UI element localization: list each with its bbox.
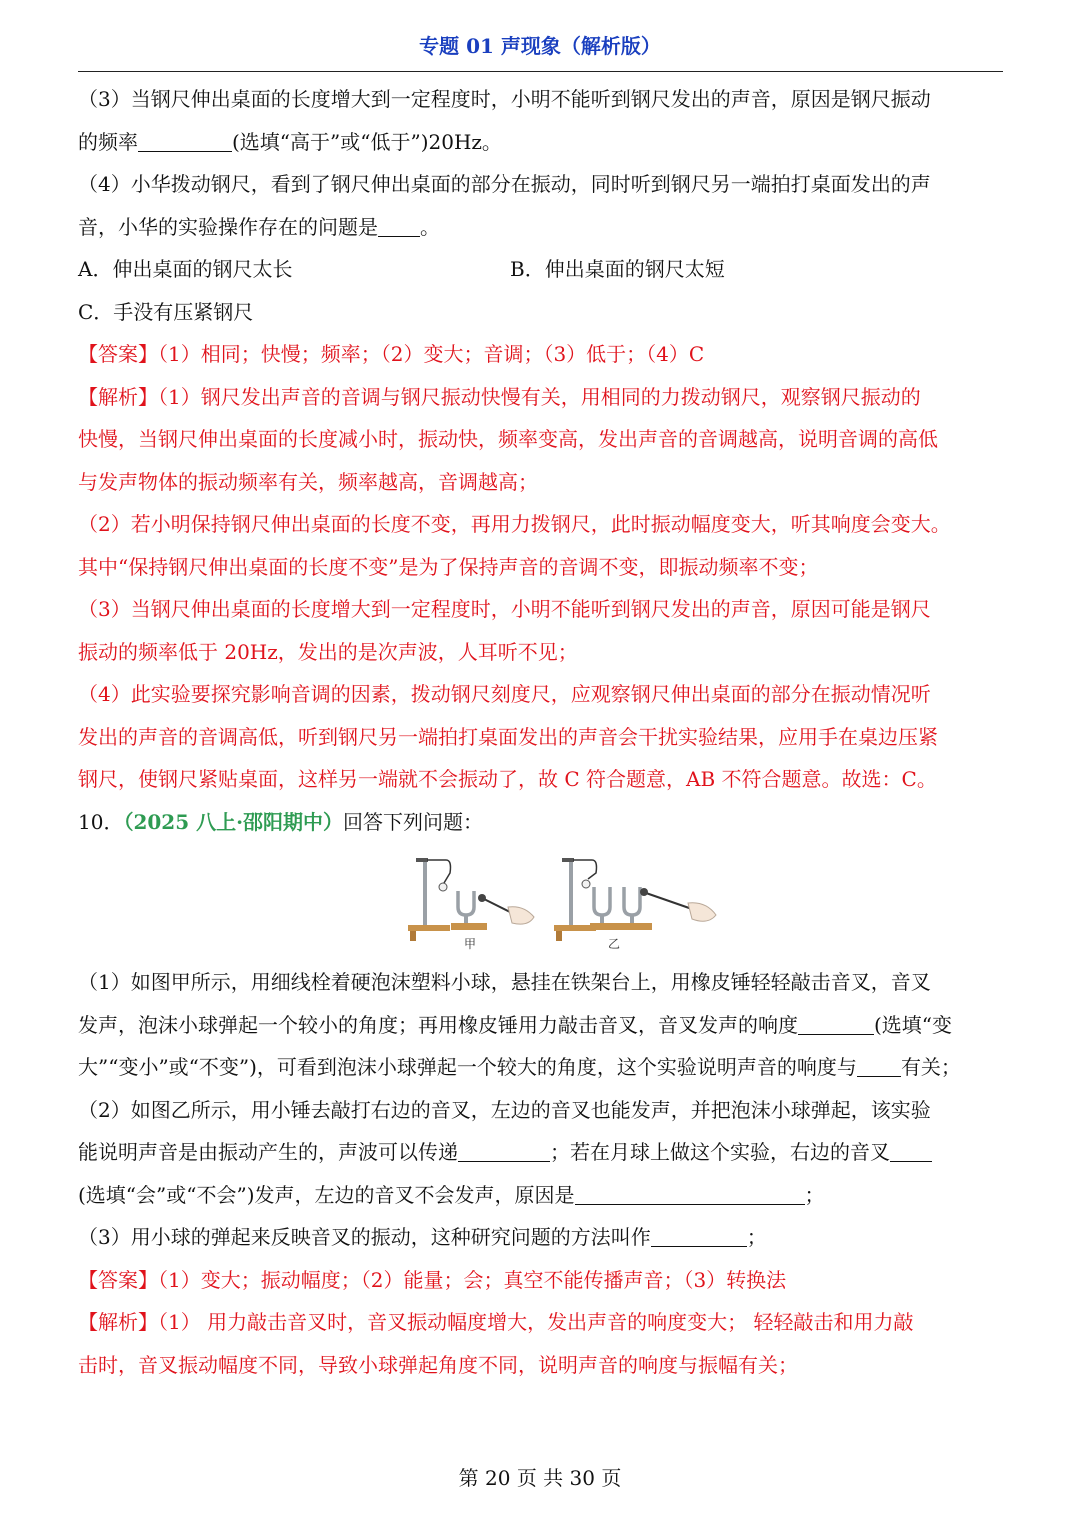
- q9-analysis-line1: [78, 376, 1003, 419]
- q10-part3-line1: [78, 1216, 1003, 1259]
- q9-part4-line2: [78, 206, 1003, 249]
- tuning-fork-illustration: [396, 847, 756, 957]
- q10-analysis-line2: 击时，音叉振动幅度不同，导致小球弹起角度不同，说明声音的响度与振幅有关；: [78, 1352, 798, 1377]
- q10-part3-text-a: （3）用小球的弹起来反映音叉的振动，这种研究问题的方法叫作: [78, 1225, 651, 1249]
- figure-label-yi: 乙: [608, 937, 621, 951]
- analysis-text: （1） 用力敲击音叉时，音叉振动幅度增大，发出声音的响度变大； 轻轻敲击和用力敲: [158, 1310, 914, 1334]
- answer-blank[interactable]: [798, 1010, 874, 1035]
- q9-options-row: [78, 248, 1003, 291]
- analysis-tag: 【解析】: [78, 1310, 158, 1334]
- option-c: C．手没有压紧钢尺: [78, 299, 254, 324]
- answer-blank[interactable]: [651, 1222, 747, 1247]
- q10-part2-line3: [78, 1174, 1003, 1217]
- q10-part1-line1: （1）如图甲所示，用细线栓着硬泡沫塑料小球，悬挂在铁架台上，用橡皮锤轻轻敲击音叉，音叉: [78, 970, 931, 994]
- q10-part2-text-b: ；若在月球上做这个实验，右边的音叉: [550, 1140, 890, 1164]
- answer-tag: 【答案】: [78, 342, 158, 366]
- page-header-title: 专题 01 声现象（解析版）: [419, 34, 661, 58]
- option-b: B．伸出桌面的钢尺太短: [510, 257, 725, 281]
- page-content: [78, 78, 1003, 1386]
- q9-analysis-line9: 发出的声音的音调高低，听到钢尺另一端拍打桌面发出的声音会干扰实验结果，应用手在桌边压紧: [78, 724, 938, 749]
- q9-analysis-line8: （4）此实验要探究影响音调的因素，拨动钢尺刻度尺，应观察钢尺伸出桌面的部分在振动情况听: [78, 682, 931, 706]
- option-a: A．伸出桌面的钢尺太长: [78, 257, 293, 281]
- q9-part3-line1: （3）当钢尺伸出桌面的长度增大到一定程度时，小明不能听到钢尺发出的声音，原因是钢尺振动: [78, 87, 931, 111]
- q9-analysis-line7: 振动的频率低于 20Hz，发出的是次声波，人耳听不见；: [78, 639, 578, 664]
- q9-analysis-line2: 快慢，当钢尺伸出桌面的长度减小时，振动快，频率变高，发出声音的音调越高，说明音调的高低: [78, 427, 938, 451]
- answer-blank[interactable]: [857, 1052, 901, 1077]
- answer-blank[interactable]: [890, 1137, 932, 1162]
- q9-analysis-line3: 与发声物体的振动频率有关，频率越高，音调越高；: [78, 469, 538, 494]
- q9-analysis-line4: （2）若小明保持钢尺伸出桌面的长度不变，再用力拨钢尺，此时振动幅度变大，听其响度会变大。: [78, 512, 951, 536]
- q9-analysis-line10: 钢尺，使钢尺紧贴桌面，这样另一端就不会振动了，故 C 符合题意，AB 不符合题意。故选：C。: [78, 767, 937, 791]
- analysis-text: （1）钢尺发出声音的音调与钢尺振动快慢有关，用相同的力拨动钢尺，观察钢尺振动的: [158, 384, 921, 409]
- q10-part3-text-b: ；: [746, 1225, 767, 1249]
- q10-part2-text-d: ；: [804, 1182, 825, 1207]
- header-rule: [78, 71, 1003, 72]
- question-source: （2025 八上·邵阳期中）: [123, 809, 344, 834]
- q9-part4-text-b: 。: [420, 214, 440, 239]
- q10-part1-text-a: 发声，泡沫小球弹起一个较小的角度；再用橡皮锤用力敲击音叉，音叉发声的响度: [78, 1012, 798, 1037]
- question-stem: 回答下列问题：: [343, 809, 484, 834]
- answer-tag: 【答案】: [78, 1267, 158, 1292]
- figure-label-jia: 甲: [464, 937, 477, 951]
- q10-part2-line2: [78, 1131, 1003, 1174]
- q9-part3-line2: [78, 121, 1003, 164]
- q10-part1-text-b: (选填“变: [874, 1012, 953, 1037]
- answer-blank[interactable]: [458, 1137, 550, 1162]
- tuning-fork-figure: [78, 843, 1003, 961]
- q10-part2-line1: （2）如图乙所示，用小锤去敲打右边的音叉，左边的音叉也能发声，并把泡沫小球弹起，该实验: [78, 1097, 931, 1122]
- answer-blank[interactable]: [138, 127, 232, 152]
- q10-answer: [78, 1259, 1003, 1302]
- question-number: 10．: [78, 809, 124, 834]
- q9-part3-text-b: (选填“高于”或“低于”)20Hz。: [232, 129, 502, 154]
- q10-part1-text-d: 有关；: [900, 1055, 961, 1079]
- q10-part1-text-c: 大”“变小”或“不变”)，可看到泡沫小球弹起一个较大的角度，这个实验说明声音的响度与: [78, 1055, 857, 1079]
- q9-analysis-line6: （3）当钢尺伸出桌面的长度增大到一定程度时，小明不能听到钢尺发出的声音，原因可能是钢尺: [78, 597, 931, 621]
- q10-part2-text-c: (选填“会”或“不会”)发声，左边的音叉不会发声，原因是: [78, 1182, 575, 1207]
- q10-heading: [78, 801, 1003, 844]
- q10-analysis-line1: [78, 1301, 1003, 1344]
- q9-answer: [78, 333, 1003, 376]
- q9-analysis-line5: 其中“保持钢尺伸出桌面的长度不变”是为了保持声音的音调不变，即振动频率不变；: [78, 554, 819, 579]
- answer-text: （1）相同；快慢；频率；（2）变大；音调；（3）低于；（4）C: [158, 342, 705, 366]
- page-footer: 第 20 页 共 30 页: [458, 1466, 622, 1490]
- q9-part3-text-a: 的频率: [78, 129, 138, 154]
- answer-text: （1）变大；振动幅度；（2）能量；会；真空不能传播声音；（3）转换法: [158, 1267, 787, 1292]
- q9-part4-text-a: 音，小华的实验操作存在的问题是: [78, 214, 378, 239]
- q10-part2-text-a: 能说明声音是由振动产生的，声波可以传递: [78, 1140, 458, 1164]
- answer-blank[interactable]: [378, 212, 420, 237]
- q9-part4-line1: （4）小华拨动钢尺，看到了钢尺伸出桌面的部分在振动，同时听到钢尺另一端拍打桌面发出的声: [78, 172, 931, 196]
- figure-jia: [408, 858, 534, 951]
- answer-blank[interactable]: [575, 1180, 805, 1205]
- figure-yi: [554, 858, 716, 951]
- analysis-tag: 【解析】: [78, 384, 158, 409]
- q10-part1-line2: [78, 1004, 1003, 1047]
- q10-part1-line3: [78, 1046, 1003, 1089]
